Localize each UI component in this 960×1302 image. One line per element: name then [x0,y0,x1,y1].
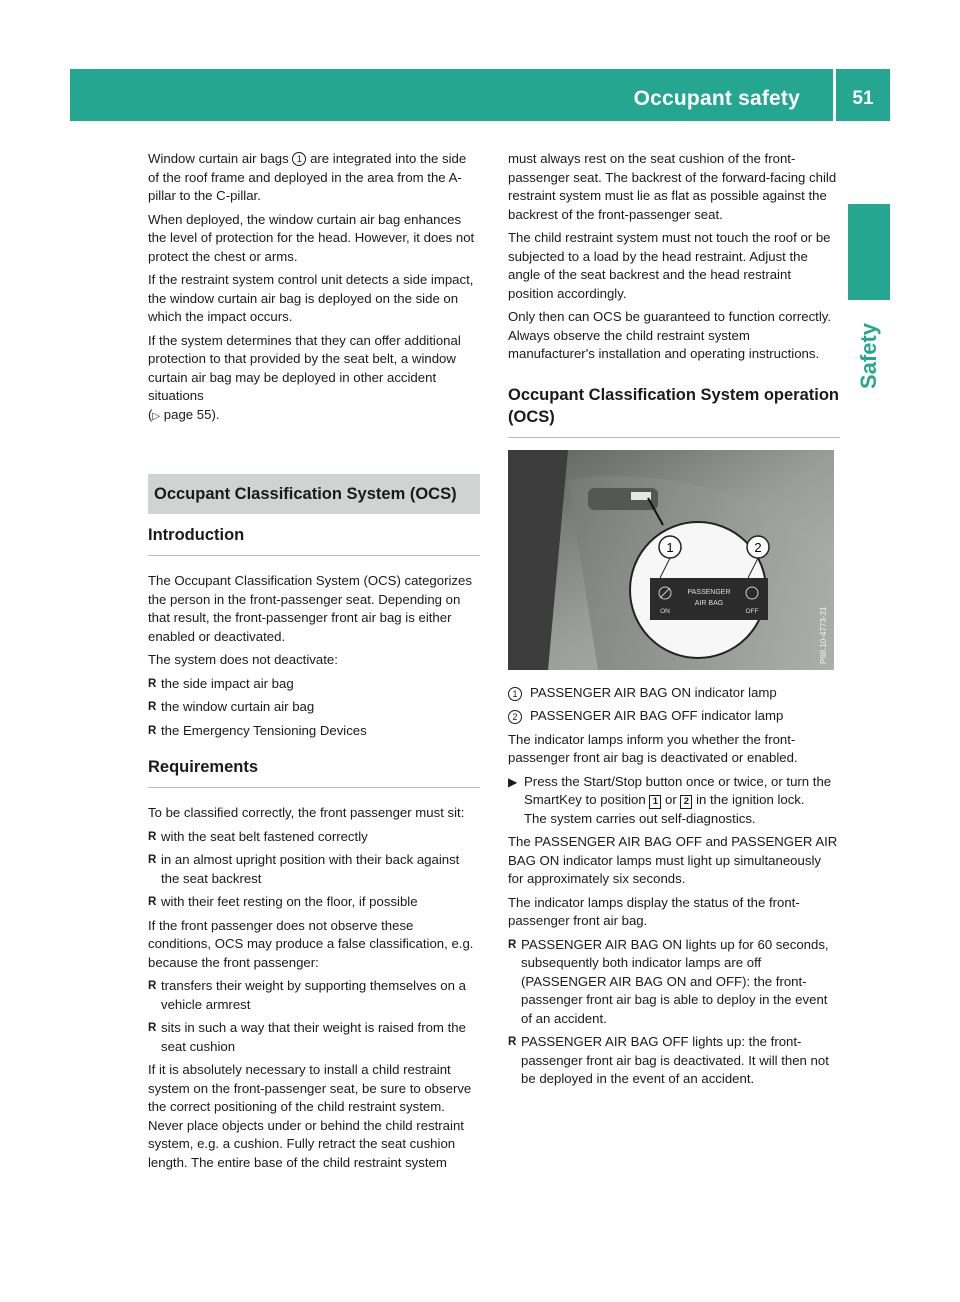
list-item: R the window curtain air bag [148,698,480,717]
bullet-list [148,675,480,741]
subheading-introduction: Introduction [148,524,480,556]
ocs-indicator-figure [508,450,834,670]
page-number: 51 [852,88,874,109]
list-item: R the Emergency Tensioning Devices [148,722,480,741]
svg-text:1: 1 [666,539,674,555]
list-item: R in an almost upright position with their back against the seat backrest [148,851,480,888]
section-title: Occupant Classification System (OCS) [148,474,480,514]
bullet-list [508,936,840,1089]
svg-text:2: 2 [754,539,762,555]
list-item: R PASSENGER AIR BAG OFF lights up: the front-passenger front air bag is deactivated. It will then not be deployed in the event of an accident. [508,1033,840,1089]
paragraph: If it is absolutely necessary to install a child restraint system on the front-passenger seat, be sure to observe the correct positioning of the child restraint system. Never place objects under or behind the child restraint system, e.g. a cushion. Fully retract the seat cushion length. The entire base of the child restraint system [148,1062,472,1170]
paragraph: The PASSENGER AIR BAG OFF and PASSENGER AIR BAG ON indicator lamps must light up simultaneously for approximately six seconds. [508,834,838,886]
action-arrow-icon: ▶ [508,774,518,789]
svg-text:ON: ON [660,607,670,615]
callout-marker: 1 [292,152,306,166]
chapter-title: Occupant safety [633,87,800,110]
right-column [508,150,840,1094]
page-reference-link[interactable]: page 55). [160,406,220,422]
paragraph: The child restraint system must not touch the roof or be subjected to a load by the head restraint. Adjust the angle of the seat backrest and the head restraint position accordingly. [508,230,831,301]
paragraph: If the restraint system control unit detects a side impact, the window curtain air bag is deployed on the side on which the impact occurs. [148,272,474,324]
action-step: ▶ Press the Start/Stop button once or twice, or turn the SmartKey to position 1 or 2 in the ignition lock. The system carries out self-diagnostics. [508,773,832,826]
callout-marker: 1 [508,687,522,701]
paragraph: must always rest on the seat cushion of the front-passenger seat. The backrest of the forward-facing child restraint system must lie as flat as possible against the backrest of the front-passenger seat. [508,151,837,222]
legend-item: 2 PASSENGER AIR BAG OFF indicator lamp [508,707,840,726]
page-header [70,69,890,121]
dashboard-photo-illustration [508,450,834,670]
list-item: R sits in such a way that their weight is raised from the seat cushion [148,1019,480,1056]
paragraph: Only then can OCS be guaranteed to function correctly. Always observe the child restraint system manufacturer's installation and operating instructions. [508,309,832,361]
paragraph: The system does not deactivate: [148,652,338,667]
paragraph: The indicator lamps inform you whether the front-passenger front air bag is deactivated or enabled. [508,731,798,765]
key-position-1: 1 [649,795,661,809]
paragraph: If the front passenger does not observe these conditions, OCS may produce a false classification, e.g. because the front passenger: [148,917,474,970]
list-item: R with their feet resting on the floor, if possible [148,893,480,912]
subheading-ocs-operation: Occupant Classification System operation (OCS) [508,384,840,438]
paragraph: Window curtain air bags 1 are integrated into the side of the roof frame and deployed in the area from the A-pillar to the C-pillar. [148,151,467,203]
paragraph: When deployed, the window curtain air bag enhances the level of protection for the head. However, it does not protect the chest or arms. [148,211,475,264]
bullet-list [148,977,480,1056]
list-item: R the side impact air bag [148,675,480,694]
list-item: R with the seat belt fastened correctly [148,828,480,847]
bullet-list [148,828,480,912]
callout-marker: 2 [508,710,522,724]
section-tab-label: Safety [856,322,881,390]
action-result: The system carries out self-diagnostics. [524,810,756,826]
svg-text:PASSENGER: PASSENGER [687,588,731,596]
left-column [148,150,480,1177]
figure-code: P68.10-4773-31 [819,606,828,664]
paragraph: The indicator lamps display the status of the front-passenger front air bag. [508,894,800,928]
paragraph: The Occupant Classification System (OCS) categorizes the person in the front-passenger seat. Depending on that result, the front-passenger front air bag is either enabled or deactivated. [148,573,472,644]
section-tab-marker [848,204,890,300]
page-reference-icon: ▷ [152,410,161,422]
subheading-requirements: Requirements [148,756,480,788]
svg-text:OFF: OFF [745,607,759,615]
paragraph: To be classified correctly, the front passenger must sit: [148,805,465,820]
legend-item: 1 PASSENGER AIR BAG ON indicator lamp [508,684,840,703]
svg-text:AIR BAG: AIR BAG [694,599,724,607]
key-position-2: 2 [680,795,692,809]
paragraph: If the system determines that they can offer additional protection to that provided by the seat belt, a window curtain air bag may be deployed in other accident situations (▷ page 55). [148,332,480,427]
list-item: R PASSENGER AIR BAG ON lights up for 60 seconds, subsequently both indicator lamps are off (PASSENGER AIR BAG ON and OFF): the front-passenger front air bag is able to deploy in the event of an accident. [508,936,840,1029]
list-item: R transfers their weight by supporting themselves on a vehicle armrest [148,977,480,1014]
